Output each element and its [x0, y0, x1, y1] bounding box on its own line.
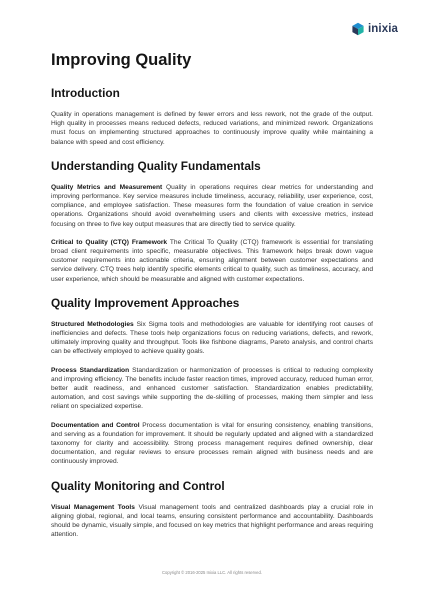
page-title: Improving Quality: [51, 51, 192, 69]
section-heading-improvement: Quality Improvement Approaches: [51, 295, 240, 310]
brand-logo: [351, 22, 398, 36]
intro-paragraph: Quality in operations management is defined by fewer errors and less rework, not the grade of the output. High quality in processes means reduced defects, reduced variations, and minimized rework. Organizations must focus on implementing structured approaches to continuously improve quality while maintaining a balance with speed and cost efficiency.: [51, 111, 373, 146]
paragraph-visual-management: Visual Management Tools Visual management tools and centralized dashboards play a crucial role in aligning global, regional, and local teams, ensuring consistent performance and accountability. Dashboards should be dynamic, visually simple, and focused on key metrics that highlight performance and areas requiring attention.: [51, 503, 373, 539]
document-body: [51, 50, 373, 540]
section-heading-introduction: Introduction: [51, 86, 120, 100]
paragraph-term: Visual Management Tools: [51, 503, 135, 511]
brand-name: inixia: [367, 23, 398, 35]
copyright-footer: Copyright © 2016-2025 Inixia LLC. All rights reserved.: [162, 570, 262, 575]
paragraph-structured-methodologies: Structured Methodologies Six Sigma tools and methodologies are valuable for identifying root causes of inefficiencies and defects. These tools help organizations focus on reducing variations, defects, and rework, ultimately improving quality and throughput. Tools like fishbone diagrams, Pareto analysis, and control charts can be effectively employed to achieve quality goals.: [51, 320, 373, 356]
paragraph-term: Structured Methodologies: [51, 320, 134, 328]
section-heading-monitoring: Quality Monitoring and Control: [51, 478, 225, 493]
paragraph-ctq-framework: Critical to Quality (CTQ) Framework The Critical To Quality (CTQ) framework is essential for translating broad client requirements into specific, measurable objectives. This framework helps break down vague customer requirements into actionable criteria, ensuring alignment between customer expectations and service delivery. CTQ trees help identify specific elements critical to quality, such as timeliness, accuracy, and user experience, which should be measurable and aligned with customer expectations.: [51, 238, 373, 283]
paragraph-term: Quality Metrics and Measurement: [51, 183, 163, 191]
paragraph-documentation-control: Documentation and Control Process documentation is vital for ensuring consistency, enabling transitions, and serving as a foundation for improvement. It should be regularly updated and aligned with a standardized taxonomy for clarity and accessibility. Strong process management requires defined ownership, clear documentation, and regular reviews to ensure processes remain aligned with business needs and are continuously improved.: [51, 421, 373, 466]
section-heading-fundamentals: Understanding Quality Fundamentals: [51, 158, 261, 173]
paragraph-term: Process Standardization: [51, 366, 130, 374]
paragraph-term: Critical to Quality (CTQ) Framework: [51, 238, 168, 246]
cube-icon: [351, 22, 365, 36]
paragraph-process-standardization: Process Standardization Standardization or harmonization of processes is critical to reducing complexity and improving efficiency. The benefits include faster reaction times, improved accuracy, reduced human error, better audit readiness, and enhanced customer satisfaction. Standardization enables predictability, automation, and cost savings while supporting the de-skilling of processes, making them simpler and less reliant on specialized expertise.: [51, 366, 373, 411]
paragraph-quality-metrics: Quality Metrics and Measurement Quality in operations requires clear metrics for understanding and improving performance. Key service measures include timeliness, accuracy, reliability, user experience, cost, compliance, and employee satisfaction. These measures form the foundation of value creation in service operations. Organizations should avoid overwhelming users and clients with excessive metrics, instead focusing on three to five key output measures that are directly tied to service quality.: [51, 183, 374, 228]
paragraph-term: Documentation and Control: [51, 421, 140, 429]
